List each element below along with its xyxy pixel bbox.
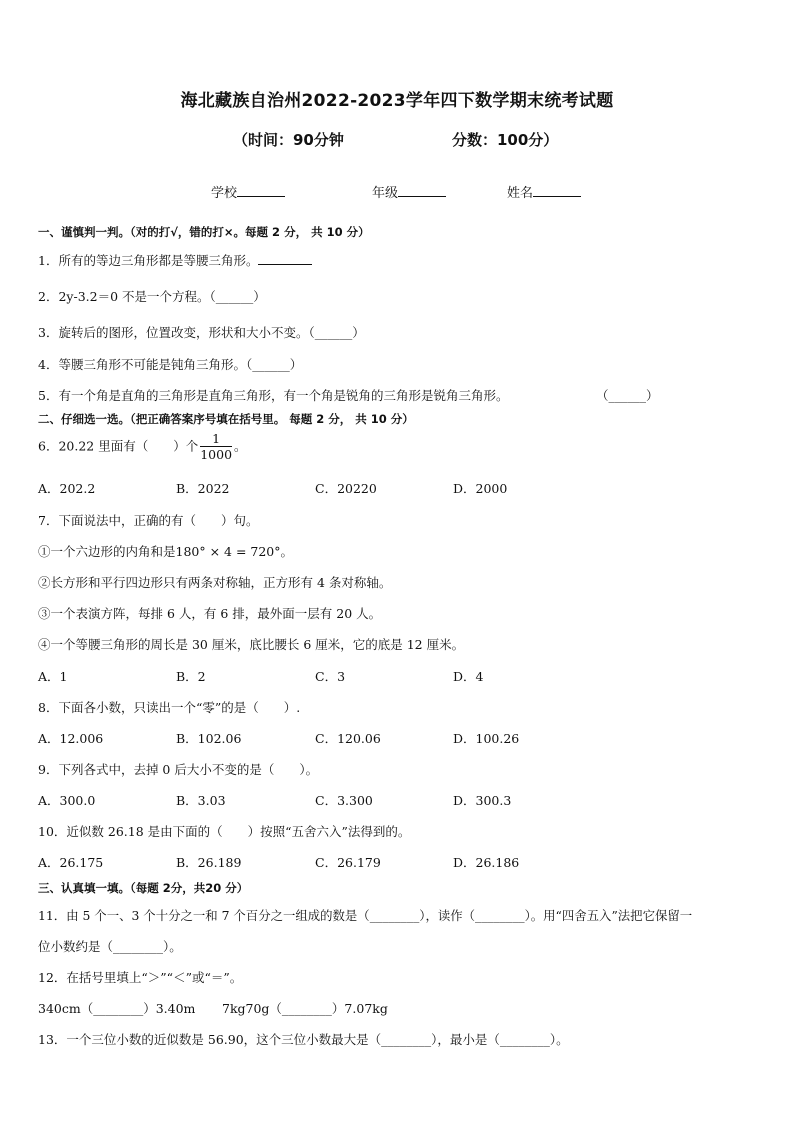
question-3: 3．旋转后的图形，位置改变，形状和大小不变。（______）	[38, 325, 365, 340]
question-8: 8．下面各小数，只读出一个“零”的是（ ）.	[38, 700, 301, 715]
q9-option-d: D．300.3	[453, 793, 512, 808]
question-7: 7．下面说法中，正确的有（ ）句。	[38, 513, 259, 528]
question-12: 12．在括号里填上“＞”“＜”或“＝”。	[38, 970, 243, 985]
question-6-end: 。	[234, 438, 247, 454]
question-1-text: 1．所有的等边三角形都是等腰三角形。	[38, 253, 259, 268]
question-2: 2．2y-3.2＝0 不是一个方程。（______）	[38, 289, 266, 304]
question-10: 10．近似数 26.18 是由下面的（ ）按照“五舍六入”法得到的。	[38, 824, 411, 839]
question-1-blank	[258, 252, 312, 265]
q10-option-c: C．26.179	[315, 855, 381, 870]
question-4: 4．等腰三角形不可能是钝角三角形。（______）	[38, 357, 303, 372]
q9-option-c: C．3.300	[315, 793, 373, 808]
q8-option-b: B．102.06	[176, 731, 242, 746]
q8-option-a: A．12.006	[38, 731, 104, 746]
school-blank	[237, 184, 285, 197]
question-1	[38, 251, 312, 269]
name-blank	[533, 184, 581, 197]
q7-statement-2: ②长方形和平行四边形只有两条对称轴，正方形有 4 条对称轴。	[38, 575, 392, 590]
q7-option-a: A．1	[38, 669, 68, 684]
q7-statement-3: ③一个表演方阵，每排 6 人，有 6 排，最外面一层有 20 人。	[38, 606, 382, 621]
name-field	[507, 182, 581, 201]
question-11-line-1: 11．由 5 个一、3 个十分之一和 7 个百分之一组成的数是（________），读作（________）。用“四舍五入”法把它保留一	[38, 908, 693, 923]
q8-option-d: D．100.26	[453, 731, 520, 746]
fraction-numerator: 1	[200, 433, 232, 447]
school-field	[211, 182, 285, 201]
grade-blank	[398, 184, 446, 197]
q10-option-d: D．26.186	[453, 855, 520, 870]
q7-statement-4: ④一个等腰三角形的周长是 30 厘米，底比腰长 6 厘米，它的底是 12 厘米。	[38, 637, 465, 652]
question-6-text: 6．20.22 里面有（ ）个	[38, 438, 199, 454]
fraction	[200, 433, 232, 461]
question-5-blank: （______）	[596, 388, 659, 403]
section-1-heading: 一、谨慎判一判。（对的打√，错的打×。每题 2 分， 共 10 分）	[38, 225, 370, 239]
q6-option-b: B．2022	[176, 481, 230, 496]
exam-score: 分数：100分）	[452, 131, 559, 149]
question-12-part-a: 340cm（________）3.40m	[38, 1001, 196, 1016]
school-label: 学校	[211, 186, 238, 201]
question-11-line-2: 位小数约是（________）。	[38, 939, 182, 954]
question-12-part-b: 7kg70g（________）7.07kg	[222, 1001, 388, 1016]
question-13: 13．一个三位小数的近似数是 56.90，这个三位小数最大是（________），最小是（________）。	[38, 1032, 569, 1047]
q7-statement-1: ①一个六边形的内角和是180° × 4 = 720°。	[38, 544, 294, 559]
q8-option-c: C．120.06	[315, 731, 381, 746]
q6-option-d: D．2000	[453, 481, 508, 496]
q6-option-c: C．20220	[315, 481, 377, 496]
exam-time: （时间：90分钟	[233, 131, 344, 149]
q7-option-d: D．4	[453, 669, 484, 684]
section-2-heading: 二、仔细选一选。（把正确答案序号填在括号里。 每题 2 分， 共 10 分）	[38, 412, 414, 426]
q7-option-b: B．2	[176, 669, 206, 684]
q9-option-a: A．300.0	[38, 793, 96, 808]
q6-option-a: A．202.2	[38, 481, 96, 496]
grade-label: 年级	[372, 186, 399, 201]
question-5: 5．有一个角是直角的三角形是直角三角形，有一个角是锐角的三角形是锐角三角形。	[38, 388, 509, 403]
q10-option-b: B．26.189	[176, 855, 242, 870]
section-3-heading: 三、认真填一填。（每题 2分，共20 分）	[38, 881, 249, 895]
name-label: 姓名	[507, 186, 534, 201]
q10-option-a: A．26.175	[38, 855, 104, 870]
question-9: 9．下列各式中，去掉 0 后大小不变的是（ ）。	[38, 762, 319, 777]
fraction-denominator: 1000	[200, 446, 233, 462]
q9-option-b: B．3.03	[176, 793, 226, 808]
grade-field	[372, 182, 446, 201]
question-6	[38, 433, 247, 461]
q7-option-c: C．3	[315, 669, 346, 684]
exam-title: 海北藏族自治州2022-2023学年四下数学期末统考试题	[180, 91, 614, 111]
